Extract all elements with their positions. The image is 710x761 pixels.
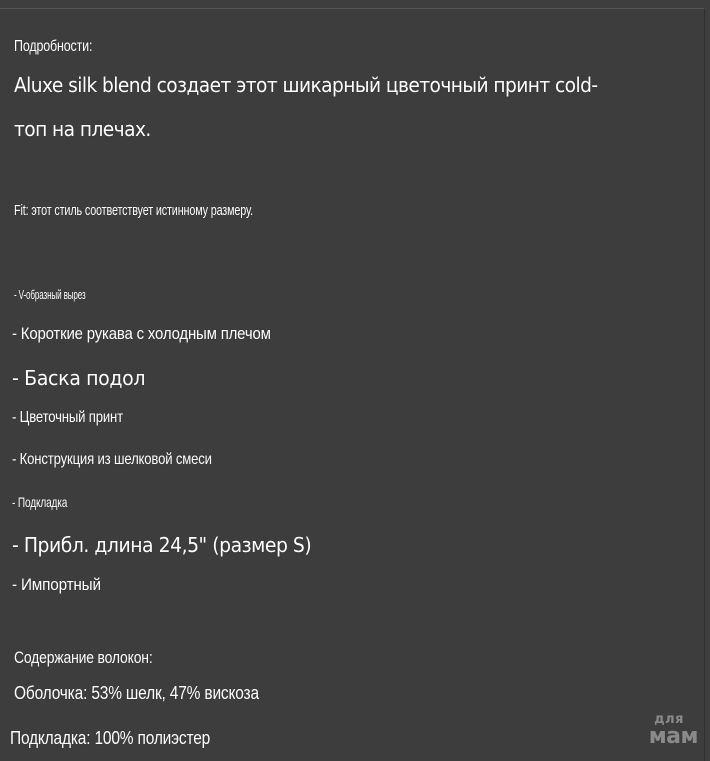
watermark-logo: [649, 713, 698, 748]
details-heading: Подробности:: [14, 38, 93, 55]
fiber-lining: Подкладка: 100% полиэстер: [10, 728, 211, 748]
description-line-1: Aluxe silk blend создает этот шикарный цветочный принт cold-: [14, 73, 598, 97]
watermark-top: для: [654, 712, 684, 727]
feature-floral-print: - Цветочный принт: [12, 409, 123, 426]
feature-imported: - Импортный: [12, 575, 101, 594]
fiber-shell: Оболочка: 53% шелк, 47% вискоза: [14, 683, 259, 703]
feature-silk-blend: - Конструкция из шелковой смеси: [12, 451, 212, 468]
feature-v-neck: - V-образный вырез: [14, 287, 86, 302]
description-line-2: топ на плечах.: [14, 117, 151, 141]
watermark-bottom: мам: [648, 724, 698, 749]
feature-peplum-hem: - Баска подол: [12, 366, 146, 390]
fit-note: Fit: этот стиль соответствует истинному размеру.: [14, 202, 254, 219]
fiber-content-heading: Содержание волокон:: [14, 648, 153, 667]
feature-lining: - Подкладка: [12, 494, 68, 510]
feature-cold-shoulder: - Короткие рукава с холодным плечом: [12, 324, 271, 343]
feature-length: - Прибл. длина 24,5" (размер S): [12, 533, 312, 557]
